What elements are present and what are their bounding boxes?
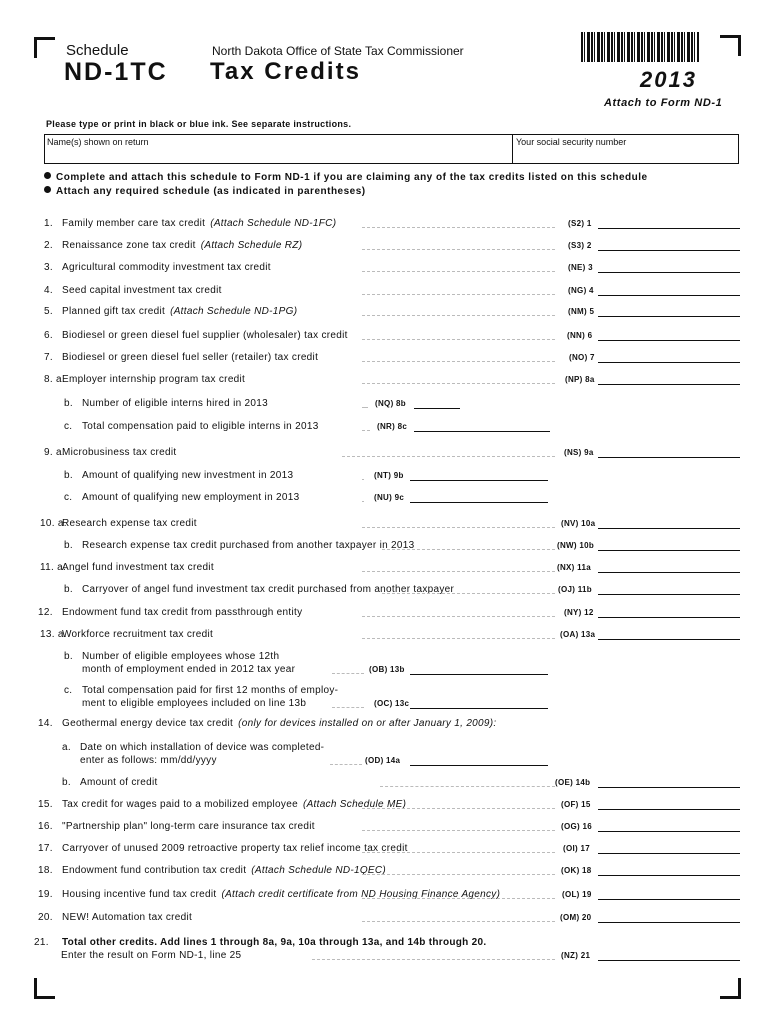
form-line xyxy=(0,629,770,643)
dot-leader xyxy=(362,361,555,362)
line-number: 20. xyxy=(38,912,53,923)
amount-entry-line[interactable] xyxy=(598,272,740,273)
line-number: c. xyxy=(64,685,73,696)
amount-entry-line[interactable] xyxy=(598,787,740,788)
line-label: Total other credits. Add lines 1 through 8a, 9a, 10a through 13a, and 14b through 20. xyxy=(62,937,487,948)
form-line xyxy=(0,306,770,320)
form-line xyxy=(0,799,770,813)
line-label: Research expense tax credit xyxy=(62,518,197,529)
line-label: Workforce recruitment tax credit xyxy=(62,629,214,640)
line-code: (NR) 8c xyxy=(377,422,408,431)
amount-entry-line[interactable] xyxy=(598,960,740,961)
line-number: 10. a. xyxy=(40,518,67,529)
dot-leader xyxy=(362,315,555,316)
line-code: (OA) 13a xyxy=(560,630,596,639)
line-code: (OG) 16 xyxy=(561,822,592,831)
line-code: (NO) 7 xyxy=(569,353,595,362)
amount-entry-line[interactable] xyxy=(598,228,740,229)
line-code: (NZ) 21 xyxy=(561,951,591,960)
line-number: 14. xyxy=(38,718,53,729)
line-label: Carryover of angel fund investment tax credit purchased from another taxpayer xyxy=(82,584,455,595)
line-number: 8. a. xyxy=(44,374,65,385)
form-line xyxy=(0,912,770,926)
dot-leader xyxy=(332,707,364,708)
form-line xyxy=(0,865,770,879)
line-code: (NQ) 8b xyxy=(375,399,406,408)
amount-entry-line[interactable] xyxy=(598,922,740,923)
amount-entry-line[interactable] xyxy=(598,639,740,640)
dot-leader xyxy=(362,227,555,228)
line-label: Amount of credit xyxy=(80,777,158,788)
dot-leader xyxy=(362,430,370,431)
line-number: 17. xyxy=(38,843,53,854)
line-code: (OC) 13c xyxy=(374,699,410,708)
line-number: b. xyxy=(64,584,73,595)
line-label: Biodiesel or green diesel fuel seller (retailer) tax credit xyxy=(62,352,319,363)
amount-entry-line[interactable] xyxy=(598,362,740,363)
corner-mark-top-right xyxy=(720,35,741,56)
line-label: Date on which installation of device was completed- xyxy=(80,742,325,753)
line-code: (OD) 14a xyxy=(365,756,401,765)
line-number: 4. xyxy=(44,285,53,296)
line-label-continued: ment to eligible employees included on line 13b xyxy=(82,698,307,709)
form-line xyxy=(0,843,770,857)
line-code: (NW) 10b xyxy=(557,541,595,550)
line-note: (Attach credit certificate from ND Housing Finance Agency) xyxy=(221,889,501,900)
line-label: Angel fund investment tax credit xyxy=(62,562,214,573)
bullet-attach-schedule: Attach any required schedule (as indicated in parentheses) xyxy=(44,186,366,197)
amount-entry-line[interactable] xyxy=(598,831,740,832)
amount-entry-line[interactable] xyxy=(410,765,548,766)
dot-leader xyxy=(382,549,555,550)
line-code: (OM) 20 xyxy=(560,913,592,922)
line-number: 7. xyxy=(44,352,53,363)
line-note: (Attach Schedule ME) xyxy=(302,799,407,810)
form-line xyxy=(0,492,770,506)
line-label: Endowment fund tax credit from passthrough entity xyxy=(62,607,303,618)
form-line xyxy=(0,889,770,903)
form-line xyxy=(0,562,770,576)
names-field-label: Name(s) shown on return xyxy=(47,137,149,147)
bullet-dot-icon xyxy=(44,172,51,179)
dot-leader xyxy=(362,921,555,922)
form-line xyxy=(0,218,770,232)
barcode xyxy=(581,32,699,62)
dot-leader xyxy=(362,383,555,384)
line-number: a. xyxy=(62,742,71,753)
tax-year: 2013 xyxy=(640,67,697,92)
dot-leader xyxy=(330,764,362,765)
line-number: 21. xyxy=(34,937,49,948)
line-number: 19. xyxy=(38,889,53,900)
line-number: 3. xyxy=(44,262,53,273)
dot-leader xyxy=(362,852,555,853)
amount-entry-line[interactable] xyxy=(598,550,740,551)
form-line xyxy=(0,447,770,461)
bullet-dot-icon xyxy=(44,186,51,193)
line-code: (NX) 11a xyxy=(557,563,591,572)
line-number: 12. xyxy=(38,607,53,618)
line-number: 9. a. xyxy=(44,447,65,458)
amount-entry-line[interactable] xyxy=(598,572,740,573)
form-line xyxy=(0,262,770,276)
dot-leader xyxy=(380,786,555,787)
dot-leader xyxy=(342,456,555,457)
dot-leader xyxy=(362,830,555,831)
amount-entry-line[interactable] xyxy=(598,457,740,458)
dot-leader xyxy=(362,527,555,528)
line-number: b. xyxy=(62,777,71,788)
amount-entry-line[interactable] xyxy=(598,809,740,810)
line-code: (S3) 2 xyxy=(568,241,592,250)
form-line xyxy=(0,742,770,766)
line-label: Geothermal energy device tax credit (only for devices installed on or after January 1, 2009): xyxy=(62,718,497,729)
line-number: b. xyxy=(64,470,73,481)
dot-leader xyxy=(332,673,364,674)
names-input[interactable] xyxy=(46,147,510,163)
corner-mark-top-left xyxy=(34,37,55,58)
line-label: Research expense tax credit purchased from another taxpayer in 2013 xyxy=(82,540,415,551)
office-name: North Dakota Office of State Tax Commissioner xyxy=(212,44,464,58)
line-label: Total compensation paid to eligible interns in 2013 xyxy=(82,421,319,432)
line-note: (only for devices installed on or after January 1, 2009): xyxy=(238,718,497,729)
line-label: Endowment fund contribution tax credit (Attach Schedule ND-1QEC) xyxy=(62,865,387,876)
amount-entry-line[interactable] xyxy=(598,384,740,385)
line-label: Biodiesel or green diesel fuel supplier (wholesaler) tax credit xyxy=(62,330,348,341)
amount-entry-line[interactable] xyxy=(598,250,740,251)
line-number: c. xyxy=(64,492,73,503)
ssn-input[interactable] xyxy=(514,147,740,163)
line-code: (OF) 15 xyxy=(561,800,591,809)
form-line xyxy=(0,330,770,344)
dot-leader xyxy=(362,294,555,295)
amount-entry-line[interactable] xyxy=(598,875,740,876)
form-line xyxy=(0,421,770,435)
line-number: b. xyxy=(64,540,73,551)
line-code: (NM) 5 xyxy=(568,307,595,316)
line-code: (NN) 6 xyxy=(567,331,593,340)
line-code: (OB) 13b xyxy=(369,665,405,674)
line-label: Employer internship program tax credit xyxy=(62,374,246,385)
line-label-continued: enter as follows: mm/dd/yyyy xyxy=(80,755,217,766)
form-line xyxy=(0,821,770,835)
dot-leader xyxy=(362,249,555,250)
line-number: 13. a. xyxy=(40,629,67,640)
line-code: (OK) 18 xyxy=(561,866,592,875)
line-number: 11. a. xyxy=(40,562,67,573)
amount-entry-line[interactable] xyxy=(414,431,550,432)
dot-leader xyxy=(362,616,555,617)
dot-leader xyxy=(362,271,555,272)
line-number: 2. xyxy=(44,240,53,251)
bullet-complete-attach: Complete and attach this schedule to Form ND-1 if you are claiming any of the tax credits listed on this schedule xyxy=(44,172,648,183)
form-line xyxy=(0,470,770,484)
line-label: Housing incentive fund tax credit (Attach credit certificate from ND Housing Finance Agency) xyxy=(62,889,501,900)
amount-entry-line[interactable] xyxy=(598,340,740,341)
corner-mark-bottom-left xyxy=(34,978,55,999)
line-note: (Attach Schedule ND-1PG) xyxy=(170,306,298,317)
line-code: (NT) 9b xyxy=(374,471,404,480)
form-line xyxy=(0,540,770,554)
form-line xyxy=(0,352,770,366)
dot-leader xyxy=(362,339,555,340)
line-number: 15. xyxy=(38,799,53,810)
line-label: Number of eligible interns hired in 2013 xyxy=(82,398,268,409)
form-line xyxy=(0,777,770,791)
line-number: b. xyxy=(64,651,73,662)
line-label: Agricultural commodity investment tax credit xyxy=(62,262,271,273)
line-number: 6. xyxy=(44,330,53,341)
line-label: Renaissance zone tax credit (Attach Schedule RZ) xyxy=(62,240,303,251)
amount-entry-line[interactable] xyxy=(410,480,548,481)
line-label: Amount of qualifying new investment in 2013 xyxy=(82,470,294,481)
line-label: Number of eligible employees whose 12th xyxy=(82,651,280,662)
line-code: (OJ) 11b xyxy=(558,585,592,594)
line-label: NEW! Automation tax credit xyxy=(62,912,193,923)
form-line xyxy=(0,240,770,254)
amount-entry-line[interactable] xyxy=(598,295,740,296)
line-code: (OL) 19 xyxy=(562,890,592,899)
dot-leader xyxy=(362,407,368,408)
form-line xyxy=(0,285,770,299)
dot-leader xyxy=(362,638,555,639)
amount-entry-line[interactable] xyxy=(598,594,740,595)
line-label-continued: month of employment ended in 2012 tax year xyxy=(82,664,296,675)
line-number: 5. xyxy=(44,306,53,317)
line-number: 18. xyxy=(38,865,53,876)
form-line xyxy=(0,651,770,675)
ink-instructions: Please type or print in black or blue ink. See separate instructions. xyxy=(46,119,352,129)
line-code: (NS) 9a xyxy=(564,448,594,457)
line-label: Family member care tax credit (Attach Schedule ND-1FC) xyxy=(62,218,337,229)
line-note: (Attach Schedule ND-1QEC) xyxy=(251,865,387,876)
line-code: (NV) 10a xyxy=(561,519,596,528)
line-number: 1. xyxy=(44,218,53,229)
dot-leader xyxy=(362,571,555,572)
line-code: (OI) 17 xyxy=(563,844,590,853)
line-label: Tax credit for wages paid to a mobilized employee (Attach Schedule ME) xyxy=(62,799,407,810)
line-number: 16. xyxy=(38,821,53,832)
form-line xyxy=(0,518,770,532)
dot-leader xyxy=(362,874,555,875)
attach-note: Attach to Form ND-1 xyxy=(604,97,723,109)
amount-entry-line[interactable] xyxy=(598,899,740,900)
amount-entry-line[interactable] xyxy=(598,316,740,317)
schedule-word: Schedule xyxy=(66,42,129,59)
amount-entry-line[interactable] xyxy=(410,502,548,503)
ssn-field-label: Your social security number xyxy=(516,137,627,147)
line-label-continued: Enter the result on Form ND-1, line 25 xyxy=(61,950,242,961)
line-code: (NG) 4 xyxy=(568,286,594,295)
line-code: (OE) 14b xyxy=(555,778,591,787)
dot-leader xyxy=(362,898,555,899)
amount-entry-line[interactable] xyxy=(410,708,548,709)
line-label: Carryover of unused 2009 retroactive property tax relief income tax credit xyxy=(62,843,408,854)
line-label: "Partnership plan" long-term care insurance tax credit xyxy=(62,821,315,832)
line-code: (NE) 3 xyxy=(568,263,593,272)
form-line xyxy=(0,374,770,388)
line-number: b. xyxy=(64,398,73,409)
line-label: Seed capital investment tax credit xyxy=(62,285,222,296)
dot-leader xyxy=(312,959,555,960)
line-note: (Attach Schedule ND-1FC) xyxy=(210,218,337,229)
line-label: Amount of qualifying new employment in 2013 xyxy=(82,492,300,503)
line-note: (Attach Schedule RZ) xyxy=(200,240,303,251)
amount-entry-line[interactable] xyxy=(410,674,548,675)
line-label: Total compensation paid for first 12 months of employ- xyxy=(82,685,339,696)
corner-mark-bottom-right xyxy=(720,978,741,999)
amount-entry-line[interactable] xyxy=(598,617,740,618)
form-number: ND-1TC xyxy=(64,58,168,86)
form-line xyxy=(0,584,770,598)
form-line xyxy=(0,718,770,732)
dot-leader xyxy=(362,808,555,809)
dot-leader xyxy=(382,593,555,594)
line-code: (NY) 12 xyxy=(564,608,594,617)
form-line xyxy=(0,685,770,709)
line-number: c. xyxy=(64,421,73,432)
line-label: Planned gift tax credit (Attach Schedule ND-1PG) xyxy=(62,306,298,317)
amount-entry-line[interactable] xyxy=(598,853,740,854)
line-code: (NP) 8a xyxy=(565,375,595,384)
form-line xyxy=(0,398,770,412)
line-label: Microbusiness tax credit xyxy=(62,447,177,458)
dot-leader xyxy=(362,479,364,480)
form-line xyxy=(0,937,770,961)
line-code: (NU) 9c xyxy=(374,493,405,502)
page-title: Tax Credits xyxy=(210,58,361,85)
amount-entry-line[interactable] xyxy=(598,528,740,529)
dot-leader xyxy=(362,501,364,502)
amount-entry-line[interactable] xyxy=(414,408,460,409)
form-line xyxy=(0,607,770,621)
line-code: (S2) 1 xyxy=(568,219,592,228)
